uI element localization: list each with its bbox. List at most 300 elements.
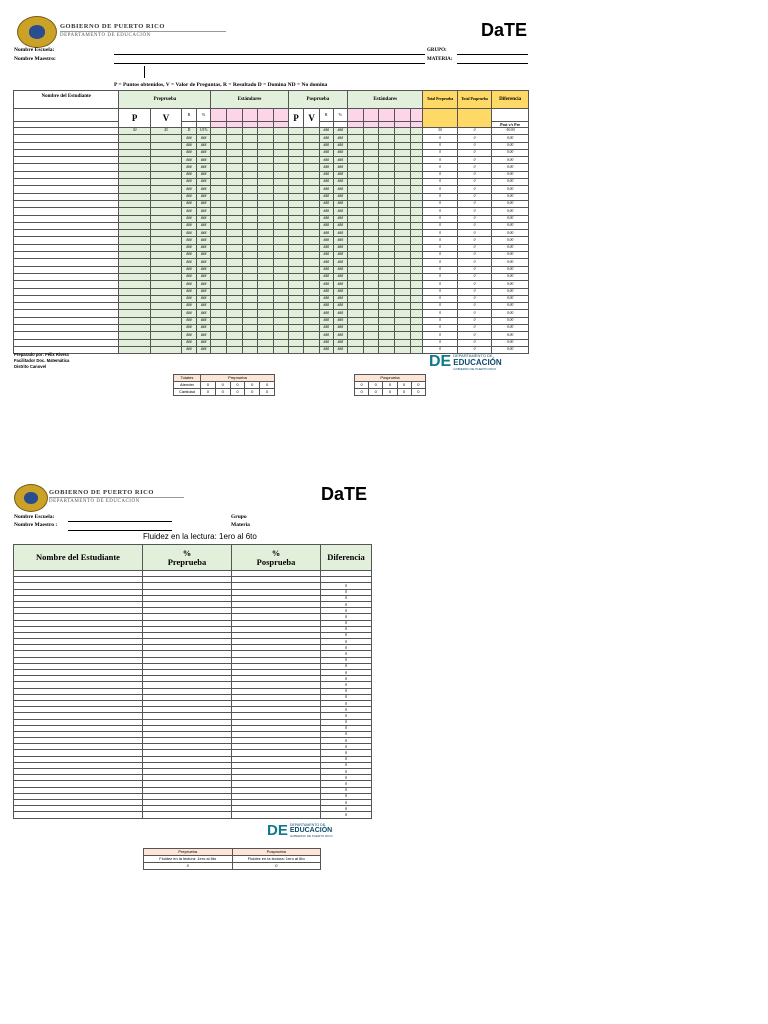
pre-p-cell[interactable] <box>119 222 150 229</box>
pre-p-cell[interactable] <box>119 215 150 222</box>
std-pre-cell[interactable] <box>211 208 227 215</box>
std-post-cell[interactable] <box>363 288 379 295</box>
std-post-cell[interactable] <box>395 142 411 149</box>
std-pre-cell[interactable] <box>258 208 274 215</box>
std-post-cell[interactable] <box>363 332 379 339</box>
pre-p-cell[interactable] <box>119 142 150 149</box>
std-post-cell[interactable] <box>395 317 411 324</box>
std-post-cell[interactable] <box>348 186 364 193</box>
std-cell[interactable] <box>410 109 423 122</box>
std-pre-cell[interactable] <box>211 288 227 295</box>
std-pre-cell[interactable] <box>273 266 288 273</box>
school-field[interactable] <box>114 54 425 55</box>
std-post-cell[interactable] <box>348 339 364 346</box>
pre-v-cell[interactable] <box>150 332 181 339</box>
pre-p-cell[interactable] <box>119 310 150 317</box>
std-post-cell[interactable] <box>363 259 379 266</box>
std-post-cell[interactable] <box>395 325 411 332</box>
std-post-cell[interactable] <box>379 215 395 222</box>
std-pre-cell[interactable] <box>258 273 274 280</box>
std-post-cell[interactable] <box>348 208 364 215</box>
std-pre-cell[interactable] <box>211 230 227 237</box>
std-pre-cell[interactable] <box>227 317 243 324</box>
post-p-cell[interactable] <box>288 171 304 178</box>
std-post-cell[interactable] <box>410 142 423 149</box>
std-post-cell[interactable] <box>395 266 411 273</box>
student-name-cell[interactable] <box>14 149 119 156</box>
std-post-cell[interactable] <box>410 230 423 237</box>
pre-v-cell[interactable] <box>150 244 181 251</box>
std-post-cell[interactable] <box>363 215 379 222</box>
pre-v-cell[interactable] <box>150 171 181 178</box>
std-pre-cell[interactable] <box>273 171 288 178</box>
std-cell[interactable] <box>227 109 243 122</box>
pre-p-cell[interactable] <box>119 135 150 142</box>
std-pre-cell[interactable] <box>227 303 243 310</box>
pre-p-cell[interactable] <box>119 157 150 164</box>
std-pre-cell[interactable] <box>211 164 227 171</box>
post-v-cell[interactable] <box>304 332 320 339</box>
std-post-cell[interactable] <box>379 339 395 346</box>
student-name-cell[interactable] <box>14 222 119 229</box>
std-post-cell[interactable] <box>348 237 364 244</box>
std-pre-cell[interactable] <box>273 244 288 251</box>
std-post-cell[interactable] <box>348 295 364 302</box>
std-post-cell[interactable] <box>395 259 411 266</box>
std-pre-cell[interactable] <box>227 237 243 244</box>
std-pre-cell[interactable] <box>273 142 288 149</box>
std-pre-cell[interactable] <box>211 193 227 200</box>
std-post-cell[interactable] <box>395 164 411 171</box>
pre-v-cell[interactable] <box>150 325 181 332</box>
student-name-cell[interactable] <box>14 317 119 324</box>
std-post-cell[interactable] <box>379 186 395 193</box>
std-pre-cell[interactable] <box>258 222 274 229</box>
post-v-cell[interactable] <box>304 142 320 149</box>
pre-p-cell[interactable] <box>119 303 150 310</box>
std-pre-cell[interactable] <box>211 252 227 259</box>
std-post-cell[interactable] <box>348 157 364 164</box>
std-pre-cell[interactable] <box>211 346 227 353</box>
pre-v-cell[interactable] <box>150 317 181 324</box>
std-post-cell[interactable] <box>395 230 411 237</box>
std-post-cell[interactable] <box>348 266 364 273</box>
std-pre-cell[interactable] <box>227 200 243 207</box>
std-pre-cell[interactable] <box>258 171 274 178</box>
std-post-cell[interactable] <box>363 193 379 200</box>
std-post-cell[interactable] <box>395 273 411 280</box>
std-pre-cell[interactable] <box>273 179 288 186</box>
post-p-cell[interactable] <box>288 310 304 317</box>
std-post-cell[interactable] <box>379 317 395 324</box>
post-p-cell[interactable] <box>288 186 304 193</box>
std-post-cell[interactable] <box>410 325 423 332</box>
std-pre-cell[interactable] <box>242 208 258 215</box>
post-p-cell[interactable] <box>288 244 304 251</box>
std-pre-cell[interactable] <box>227 332 243 339</box>
std-pre-cell[interactable] <box>258 200 274 207</box>
std-pre-cell[interactable] <box>211 200 227 207</box>
student-name-cell[interactable] <box>14 171 119 178</box>
student-name-cell[interactable] <box>14 142 119 149</box>
std-post-cell[interactable] <box>363 135 379 142</box>
std-post-cell[interactable] <box>379 244 395 251</box>
std-pre-cell[interactable] <box>242 346 258 353</box>
pre-v-cell[interactable] <box>150 252 181 259</box>
post-v-cell[interactable] <box>304 179 320 186</box>
pre-p-cell[interactable] <box>119 332 150 339</box>
pre-v-cell[interactable] <box>150 288 181 295</box>
student-name-cell[interactable] <box>14 186 119 193</box>
student-name-cell[interactable] <box>14 128 119 135</box>
pre-p-cell[interactable] <box>119 164 150 171</box>
post-p-cell[interactable] <box>288 252 304 259</box>
std-post-cell[interactable] <box>348 346 364 353</box>
std-pre-cell[interactable] <box>211 142 227 149</box>
std-post-cell[interactable] <box>410 222 423 229</box>
std-post-cell[interactable] <box>395 171 411 178</box>
std-pre-cell[interactable] <box>227 179 243 186</box>
pre-p-cell[interactable] <box>119 208 150 215</box>
std-post-cell[interactable] <box>410 339 423 346</box>
std-post-cell[interactable] <box>379 266 395 273</box>
std-cell[interactable] <box>273 109 288 122</box>
std-pre-cell[interactable] <box>242 200 258 207</box>
post-p-cell[interactable] <box>288 157 304 164</box>
std-post-cell[interactable] <box>379 325 395 332</box>
std-pre-cell[interactable] <box>242 303 258 310</box>
post-v-cell[interactable] <box>304 266 320 273</box>
std-pre-cell[interactable] <box>273 325 288 332</box>
std-post-cell[interactable] <box>410 288 423 295</box>
std-pre-cell[interactable] <box>258 332 274 339</box>
std-cell[interactable] <box>211 109 227 122</box>
std-pre-cell[interactable] <box>242 149 258 156</box>
std-post-cell[interactable] <box>379 149 395 156</box>
std-pre-cell[interactable] <box>227 142 243 149</box>
pre-p-cell[interactable] <box>119 252 150 259</box>
std-pre-cell[interactable] <box>242 222 258 229</box>
std-pre-cell[interactable] <box>273 135 288 142</box>
student-name-cell[interactable] <box>14 332 119 339</box>
std-pre-cell[interactable] <box>227 325 243 332</box>
std-pre-cell[interactable] <box>227 281 243 288</box>
pre-v-cell[interactable] <box>150 295 181 302</box>
std-post-cell[interactable] <box>410 252 423 259</box>
post-v-cell[interactable] <box>304 237 320 244</box>
student-name-cell[interactable] <box>14 193 119 200</box>
std-post-cell[interactable] <box>363 186 379 193</box>
pre-p-cell[interactable] <box>119 346 150 353</box>
std-pre-cell[interactable] <box>242 237 258 244</box>
std-pre-cell[interactable] <box>258 310 274 317</box>
pre-p-cell[interactable] <box>119 259 150 266</box>
post-p-cell[interactable] <box>288 346 304 353</box>
std-post-cell[interactable] <box>363 171 379 178</box>
post-v-cell[interactable] <box>304 303 320 310</box>
std-post-cell[interactable] <box>363 339 379 346</box>
std-post-cell[interactable] <box>379 273 395 280</box>
std-pre-cell[interactable] <box>242 230 258 237</box>
std-pre-cell[interactable] <box>211 135 227 142</box>
std-post-cell[interactable] <box>348 200 364 207</box>
std-post-cell[interactable] <box>395 128 411 135</box>
std-pre-cell[interactable] <box>273 281 288 288</box>
post-v-cell[interactable] <box>304 325 320 332</box>
std-pre-cell[interactable] <box>273 317 288 324</box>
pre-p-cell[interactable] <box>119 171 150 178</box>
post-v-cell[interactable] <box>304 259 320 266</box>
std-pre-cell[interactable] <box>273 310 288 317</box>
post-v-cell[interactable] <box>304 193 320 200</box>
std-pre-cell[interactable] <box>227 252 243 259</box>
post-v-cell[interactable] <box>304 252 320 259</box>
std-post-cell[interactable] <box>379 208 395 215</box>
pre-p-cell[interactable] <box>119 244 150 251</box>
post-p-cell[interactable] <box>288 237 304 244</box>
pre-v-cell[interactable] <box>150 303 181 310</box>
std-post-cell[interactable] <box>410 128 423 135</box>
std-pre-cell[interactable] <box>258 244 274 251</box>
post-p-cell[interactable] <box>288 259 304 266</box>
post-v-cell[interactable] <box>304 230 320 237</box>
std-post-cell[interactable] <box>410 244 423 251</box>
std-post-cell[interactable] <box>410 303 423 310</box>
post-p-cell[interactable] <box>288 149 304 156</box>
std-post-cell[interactable] <box>348 164 364 171</box>
std-pre-cell[interactable] <box>242 295 258 302</box>
std-post-cell[interactable] <box>395 281 411 288</box>
std-post-cell[interactable] <box>348 332 364 339</box>
student-name-cell[interactable] <box>14 273 119 280</box>
std-post-cell[interactable] <box>395 237 411 244</box>
std-post-cell[interactable] <box>410 295 423 302</box>
std-pre-cell[interactable] <box>227 222 243 229</box>
std-post-cell[interactable] <box>410 273 423 280</box>
std-pre-cell[interactable] <box>227 149 243 156</box>
pre-p-cell[interactable] <box>119 237 150 244</box>
pre-p-cell[interactable] <box>119 273 150 280</box>
student-name-cell[interactable] <box>14 295 119 302</box>
std-pre-cell[interactable] <box>258 135 274 142</box>
std-post-cell[interactable] <box>395 186 411 193</box>
std-post-cell[interactable] <box>410 135 423 142</box>
std-post-cell[interactable] <box>395 244 411 251</box>
std-post-cell[interactable] <box>410 317 423 324</box>
std-post-cell[interactable] <box>348 222 364 229</box>
std-post-cell[interactable] <box>395 193 411 200</box>
std-pre-cell[interactable] <box>242 281 258 288</box>
std-pre-cell[interactable] <box>258 288 274 295</box>
std-pre-cell[interactable] <box>227 186 243 193</box>
std-post-cell[interactable] <box>348 317 364 324</box>
student-name-cell[interactable] <box>14 200 119 207</box>
std-pre-cell[interactable] <box>258 346 274 353</box>
std-post-cell[interactable] <box>410 200 423 207</box>
std-post-cell[interactable] <box>395 332 411 339</box>
std-pre-cell[interactable] <box>211 244 227 251</box>
std-post-cell[interactable] <box>363 346 379 353</box>
std-pre-cell[interactable] <box>258 149 274 156</box>
std-pre-cell[interactable] <box>211 295 227 302</box>
std-pre-cell[interactable] <box>227 128 243 135</box>
std-pre-cell[interactable] <box>242 310 258 317</box>
post-p-cell[interactable] <box>288 200 304 207</box>
pre-v-cell[interactable] <box>150 149 181 156</box>
pre-p-cell[interactable] <box>119 281 150 288</box>
std-pre-cell[interactable] <box>258 339 274 346</box>
std-post-cell[interactable] <box>395 215 411 222</box>
std-pre-cell[interactable] <box>273 259 288 266</box>
post-v-cell[interactable] <box>304 317 320 324</box>
std-post-cell[interactable] <box>363 317 379 324</box>
std-post-cell[interactable] <box>379 157 395 164</box>
post-v-cell[interactable] <box>304 171 320 178</box>
post-p-cell[interactable] <box>288 281 304 288</box>
std-post-cell[interactable] <box>363 149 379 156</box>
std-post-cell[interactable] <box>379 237 395 244</box>
std-pre-cell[interactable] <box>258 259 274 266</box>
std-pre-cell[interactable] <box>211 157 227 164</box>
std-pre-cell[interactable] <box>242 252 258 259</box>
std-pre-cell[interactable] <box>273 230 288 237</box>
post-v-cell[interactable] <box>304 200 320 207</box>
std-pre-cell[interactable] <box>242 179 258 186</box>
std-pre-cell[interactable] <box>258 266 274 273</box>
std-post-cell[interactable] <box>410 208 423 215</box>
std-post-cell[interactable] <box>363 252 379 259</box>
std-pre-cell[interactable] <box>258 215 274 222</box>
std-post-cell[interactable] <box>395 157 411 164</box>
std-post-cell[interactable] <box>348 171 364 178</box>
post-v-cell[interactable] <box>304 164 320 171</box>
std-post-cell[interactable] <box>379 303 395 310</box>
post-v-cell[interactable] <box>304 346 320 353</box>
pre-p-cell[interactable] <box>119 288 150 295</box>
pre-v-cell[interactable] <box>150 215 181 222</box>
std-post-cell[interactable] <box>348 135 364 142</box>
std-post-cell[interactable] <box>348 149 364 156</box>
std-cell[interactable] <box>379 109 395 122</box>
post-p-cell[interactable] <box>288 208 304 215</box>
pre-v-cell[interactable] <box>150 200 181 207</box>
std-pre-cell[interactable] <box>211 273 227 280</box>
post-p-cell[interactable] <box>288 164 304 171</box>
std-pre-cell[interactable] <box>211 215 227 222</box>
std-post-cell[interactable] <box>395 222 411 229</box>
std-post-cell[interactable] <box>410 237 423 244</box>
post-p-cell[interactable] <box>288 303 304 310</box>
pre-v-cell[interactable] <box>150 157 181 164</box>
student-name-cell[interactable] <box>14 215 119 222</box>
student-name-cell[interactable] <box>14 310 119 317</box>
std-pre-cell[interactable] <box>258 157 274 164</box>
std-post-cell[interactable] <box>363 128 379 135</box>
std-cell[interactable] <box>395 109 411 122</box>
std-post-cell[interactable] <box>410 164 423 171</box>
std-pre-cell[interactable] <box>273 215 288 222</box>
std-pre-cell[interactable] <box>242 325 258 332</box>
std-pre-cell[interactable] <box>242 193 258 200</box>
std-post-cell[interactable] <box>410 346 423 353</box>
std-post-cell[interactable] <box>363 157 379 164</box>
std-post-cell[interactable] <box>395 252 411 259</box>
student-name-cell[interactable] <box>14 179 119 186</box>
std-post-cell[interactable] <box>348 193 364 200</box>
std-post-cell[interactable] <box>395 149 411 156</box>
pre-v-cell[interactable] <box>150 186 181 193</box>
post-pct-cell[interactable] <box>232 812 321 818</box>
std-post-cell[interactable] <box>363 281 379 288</box>
std-post-cell[interactable] <box>379 310 395 317</box>
std-post-cell[interactable] <box>348 215 364 222</box>
std-post-cell[interactable] <box>363 179 379 186</box>
std-pre-cell[interactable] <box>211 332 227 339</box>
std-pre-cell[interactable] <box>227 157 243 164</box>
student-name-cell[interactable] <box>14 266 119 273</box>
pre-v-cell[interactable] <box>150 179 181 186</box>
std-pre-cell[interactable] <box>227 230 243 237</box>
std-pre-cell[interactable] <box>242 339 258 346</box>
student-name-cell[interactable] <box>14 244 119 251</box>
std-pre-cell[interactable] <box>211 310 227 317</box>
std-post-cell[interactable] <box>410 215 423 222</box>
pre-p-cell[interactable] <box>119 325 150 332</box>
post-p-cell[interactable] <box>288 295 304 302</box>
std-pre-cell[interactable] <box>273 149 288 156</box>
student-name-cell[interactable] <box>14 237 119 244</box>
post-p-cell[interactable] <box>288 325 304 332</box>
std-pre-cell[interactable] <box>242 171 258 178</box>
std-pre-cell[interactable] <box>258 252 274 259</box>
std-post-cell[interactable] <box>379 288 395 295</box>
std-post-cell[interactable] <box>395 295 411 302</box>
std-pre-cell[interactable] <box>242 259 258 266</box>
std-pre-cell[interactable] <box>258 237 274 244</box>
std-post-cell[interactable] <box>348 310 364 317</box>
std-post-cell[interactable] <box>379 332 395 339</box>
post-p-cell[interactable] <box>288 266 304 273</box>
std-pre-cell[interactable] <box>273 128 288 135</box>
pre-v-cell[interactable] <box>150 281 181 288</box>
post-v-cell[interactable] <box>304 288 320 295</box>
std-pre-cell[interactable] <box>242 273 258 280</box>
std-post-cell[interactable] <box>410 171 423 178</box>
post-p-cell[interactable] <box>288 222 304 229</box>
pre-p-cell[interactable] <box>119 317 150 324</box>
std-pre-cell[interactable] <box>273 237 288 244</box>
std-post-cell[interactable] <box>395 339 411 346</box>
subject-field[interactable] <box>457 63 528 64</box>
std-pre-cell[interactable] <box>211 149 227 156</box>
std-pre-cell[interactable] <box>227 164 243 171</box>
std-pre-cell[interactable] <box>211 222 227 229</box>
std-pre-cell[interactable] <box>211 237 227 244</box>
std-post-cell[interactable] <box>348 288 364 295</box>
pre-p-cell[interactable] <box>119 186 150 193</box>
std-pre-cell[interactable] <box>258 186 274 193</box>
std-post-cell[interactable] <box>363 295 379 302</box>
std-pre-cell[interactable] <box>258 317 274 324</box>
post-v-cell[interactable] <box>304 215 320 222</box>
std-pre-cell[interactable] <box>273 303 288 310</box>
post-p-cell[interactable] <box>288 128 304 135</box>
std-post-cell[interactable] <box>348 303 364 310</box>
std-post-cell[interactable] <box>379 128 395 135</box>
std-post-cell[interactable] <box>379 252 395 259</box>
std-pre-cell[interactable] <box>273 208 288 215</box>
post-v-cell[interactable] <box>304 208 320 215</box>
